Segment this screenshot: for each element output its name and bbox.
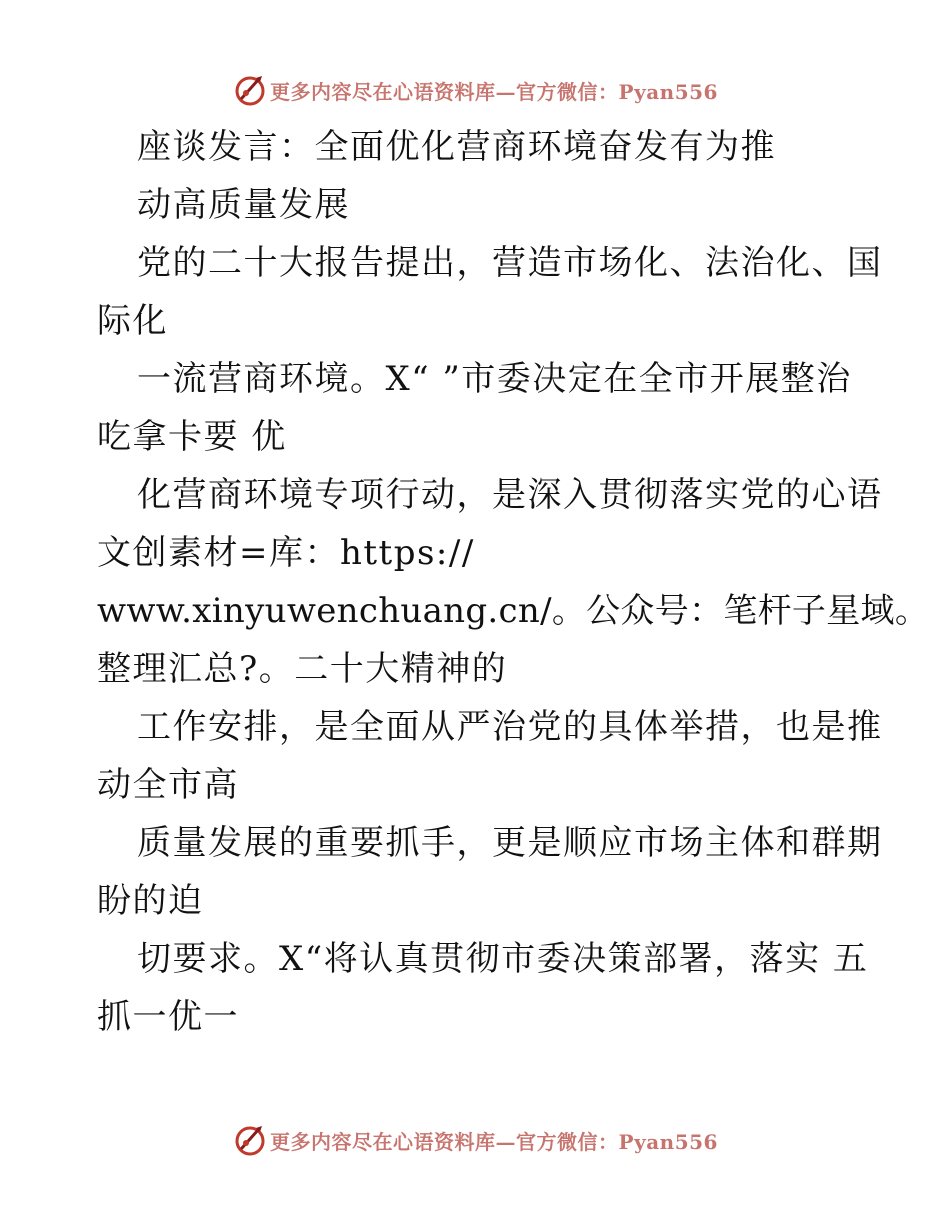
header-banner-text: 更多内容尽在心语资料库—官方微信：Pyan556 <box>270 79 718 104</box>
paragraph-line: 抓一优一 <box>97 997 239 1037</box>
paragraph-line: 整理汇总?。二十大精神的 <box>97 649 508 689</box>
footer-banner-text: 更多内容尽在心语资料库—官方微信：Pyan556 <box>270 1129 718 1154</box>
paragraph-line: 文创素材=库：https:// <box>97 533 475 573</box>
paragraph-line: 切要求。X“将认真贯彻市委决策部署，落实 五 <box>137 939 869 979</box>
paragraph-line: 动全市高 <box>97 765 239 805</box>
title-line-1: 座谈发言：全面优化营商环境奋发有为推 <box>137 127 776 167</box>
brush-logo-icon <box>232 1122 268 1158</box>
document-body <box>97 118 930 1046</box>
paragraph-line: 党的二十大报告提出，营造市场化、法治化、国 <box>137 243 883 283</box>
paragraph-line: 吃拿卡要 优 <box>97 417 287 457</box>
paragraph-line: 化营商环境专项行动，是深入贯彻落实党的心语 <box>137 475 883 515</box>
brush-logo-icon <box>232 72 268 108</box>
paragraph-line: 际化 <box>97 301 168 341</box>
paragraph-line: 一流营商环境。X“ ”市委决定在全市开展整治 <box>137 359 852 399</box>
header-banner <box>0 70 950 110</box>
paragraph-line: 质量发展的重要抓手，更是顺应市场主体和群期 <box>137 823 883 863</box>
paragraph-line: 盼的迫 <box>97 881 204 921</box>
title-line-2: 动高质量发展 <box>137 185 350 225</box>
paragraph-line: 工作安排，是全面从严治党的具体举措，也是推 <box>137 707 883 747</box>
footer-banner <box>0 1120 950 1160</box>
paragraph-line: www.xinyuwenchuang.cn/。公众号：笔杆子星域。 <box>97 591 930 631</box>
